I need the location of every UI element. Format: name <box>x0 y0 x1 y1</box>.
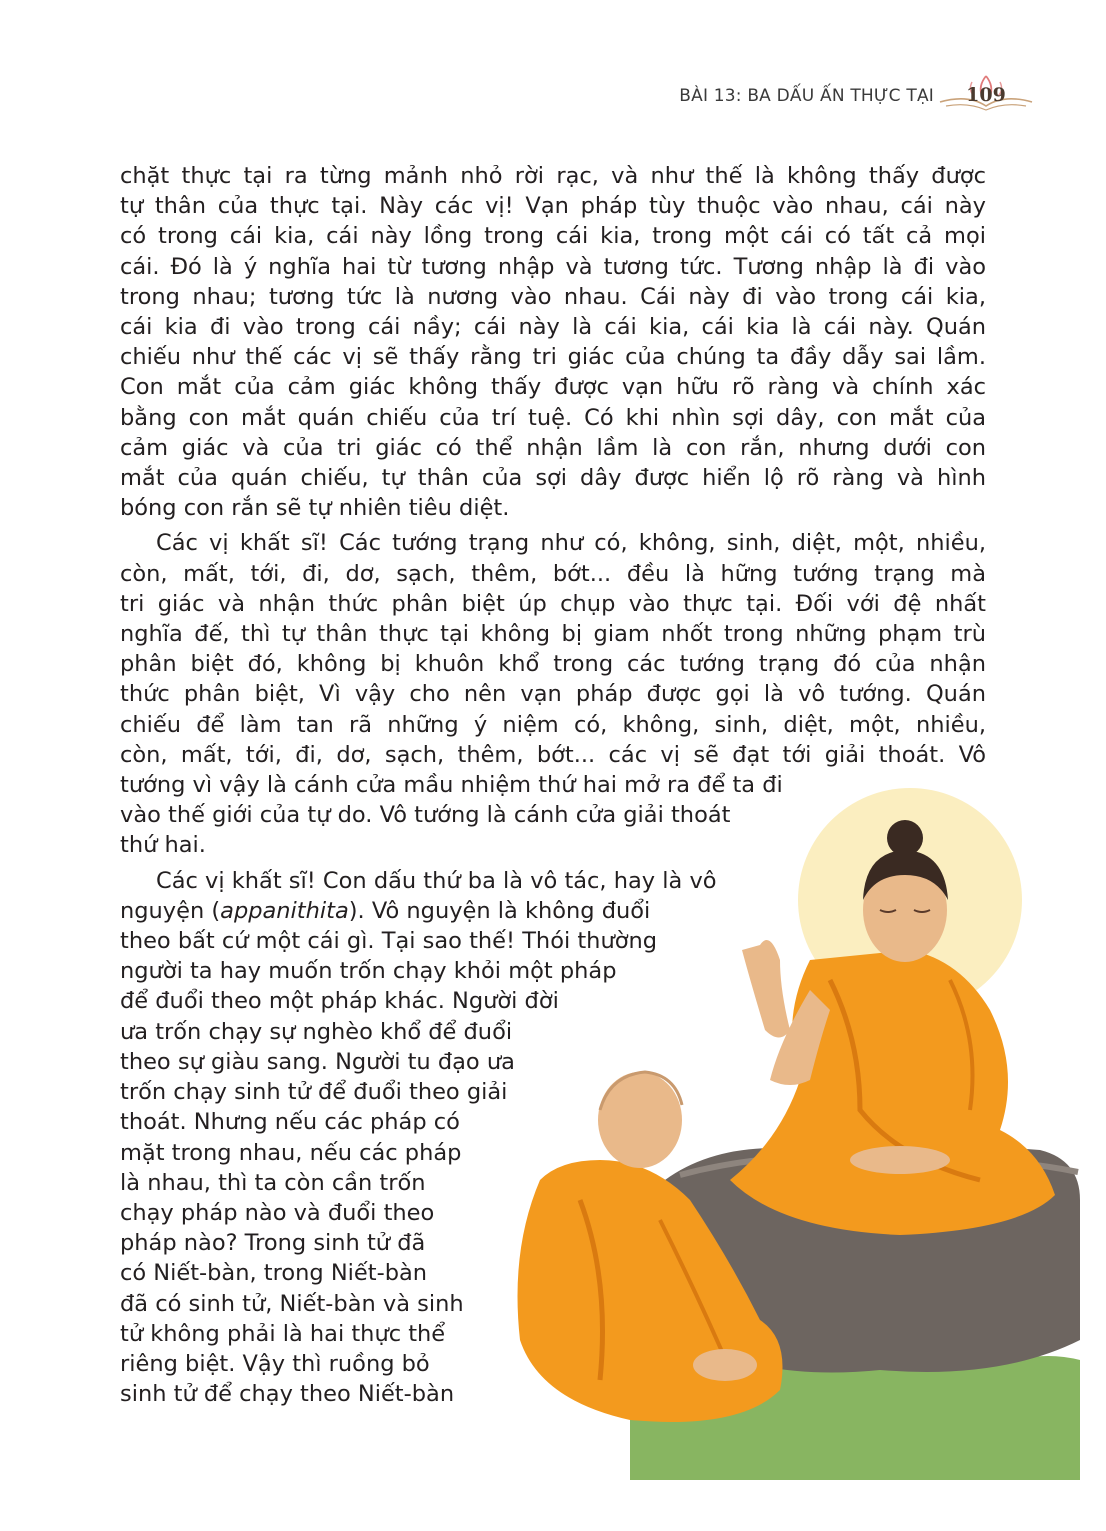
text-line: bóng con rắn sẽ tự nhiên tiêu diệt. <box>120 495 510 522</box>
text-line: Con mắt của cảm giác không thấy được vạn hữu rõ ràng và chính xác <box>120 374 986 401</box>
text-line: mặt trong nhau, nếu các pháp <box>120 1139 462 1166</box>
text-line: thức phân biệt, Vì vậy cho nên vạn pháp được gọi là vô tướng. Quán <box>120 681 986 708</box>
text-line: có trong cái kia, cái này lồng trong cái kia, trong một cái có tất cả mọi <box>120 223 986 250</box>
text-line: Các vị khất sĩ! Các tướng trạng như có, không, sinh, diệt, một, nhiều, <box>156 530 986 557</box>
text-line: theo sự giàu sang. Người tu đạo ưa <box>120 1048 515 1075</box>
text-line: riêng biệt. Vậy thì ruồng bỏ <box>120 1350 430 1377</box>
page-number-ornament <box>938 72 1034 116</box>
text-line: mắt của quán chiếu, tự thân của sợi dây được hiển lộ rõ ràng và hình <box>120 465 986 492</box>
text-line: ưa trốn chạy sự nghèo khổ để đuổi <box>120 1018 513 1045</box>
chapter-title: BÀI 13: BA DẤU ẤN THỰC TẠI <box>679 86 934 106</box>
text-line: tri giác và nhận thức phân biệt úp chụp vào thực tại. Đối với đệ nhất <box>120 590 986 617</box>
buddha-and-monk-illustration <box>480 780 1080 1480</box>
text-line: tướng vì vậy là cánh cửa mầu nhiệm thứ hai mở ra để ta đi <box>120 772 783 799</box>
text-line: đã có sinh tử, Niết-bàn và sinh <box>120 1290 464 1317</box>
text-line: là nhau, thì ta còn cần trốn <box>120 1169 426 1196</box>
text-line: còn, mất, tới, đi, dơ, sạch, thêm, bớt... các vị sẽ đạt tới giải thoát. Vô <box>120 741 986 768</box>
text-line: bằng con mắt quán chiếu của trí tuệ. Có khi nhìn sợi dây, con mắt của <box>120 404 986 431</box>
monk-hands <box>693 1349 757 1381</box>
text-fragment: ). Vô nguyện là không đuổi <box>348 897 651 924</box>
text-line: cảm giác và của tri giác có thể nhận lầm là con rắn, nhưng dưới con <box>120 434 986 461</box>
buddha-hand <box>742 940 790 1038</box>
text-line: còn, mất, tới, đi, dơ, sạch, thêm, bớt... đều là hững tướng trạng mà <box>120 560 986 587</box>
text-line: theo bất cứ một cái gì. Tại sao thế! Thói thường <box>120 928 658 955</box>
running-header <box>679 74 1034 114</box>
text-line: tử không phải là hai thực thể <box>120 1320 446 1347</box>
paragraph-1 <box>120 161 986 523</box>
text-line: chạy pháp nào và đuổi theo <box>120 1199 435 1226</box>
pali-term: appanithita <box>220 897 349 924</box>
text-line: chiếu như thế các vị sẽ thấy rằng tri giác của chúng ta đầy dẫy sai lầm. <box>120 344 986 371</box>
text-line: vào thế giới của tự do. Vô tướng là cánh cửa giải thoát <box>120 802 731 829</box>
text-line: để đuổi theo một pháp khác. Người đời <box>120 988 559 1015</box>
text-line: thứ hai. <box>120 832 206 859</box>
text-line: trốn chạy sinh tử để đuổi theo giải <box>120 1079 508 1106</box>
text-line: sinh tử để chạy theo Niết-bàn <box>120 1381 455 1408</box>
text-line: nghĩa đế, thì tự thân thực tại không bị giam nhốt trong những phạm trù <box>120 621 986 648</box>
text-line: phân biệt đó, không bị khuôn khổ trong các tướng trạng đó của nhận <box>120 651 986 678</box>
text-line: có Niết-bàn, trong Niết-bàn <box>120 1260 428 1287</box>
text-line: người ta hay muốn trốn chạy khỏi một pháp <box>120 958 617 985</box>
text-line: tự thân của thực tại. Này các vị! Vạn pháp tùy thuộc vào nhau, cái này <box>120 193 986 220</box>
text-fragment: nguyện ( <box>120 897 221 924</box>
text-line: pháp nào? Trong sinh tử đã <box>120 1230 426 1257</box>
buddha-lap-hands <box>850 1146 950 1174</box>
buddha-ushnisha <box>887 820 923 856</box>
text-line: chiếu để làm tan rã những ý niệm có, không, sinh, diệt, một, nhiều, <box>120 711 986 738</box>
page-number: 109 <box>966 84 1006 106</box>
text-line: Các vị khất sĩ! Con dấu thứ ba là vô tác, hay là vô <box>156 867 717 894</box>
text-line: cái. Đó là ý nghĩa hai từ tương nhập và tương tức. Tương nhập là đi vào <box>120 253 986 280</box>
text-line: thoát. Nhưng nếu các pháp có <box>120 1109 460 1136</box>
text-line: cái kia đi vào trong cái nầy; cái này là cái kia, cái kia là cái này. Quán <box>120 314 986 341</box>
text-line: chặt thực tại ra từng mảnh nhỏ rời rạc, và như thế là không thấy được <box>120 163 986 189</box>
text-line: trong nhau; tương tức là nương vào nhau. Cái này đi vào trong cái kia, <box>120 283 986 310</box>
